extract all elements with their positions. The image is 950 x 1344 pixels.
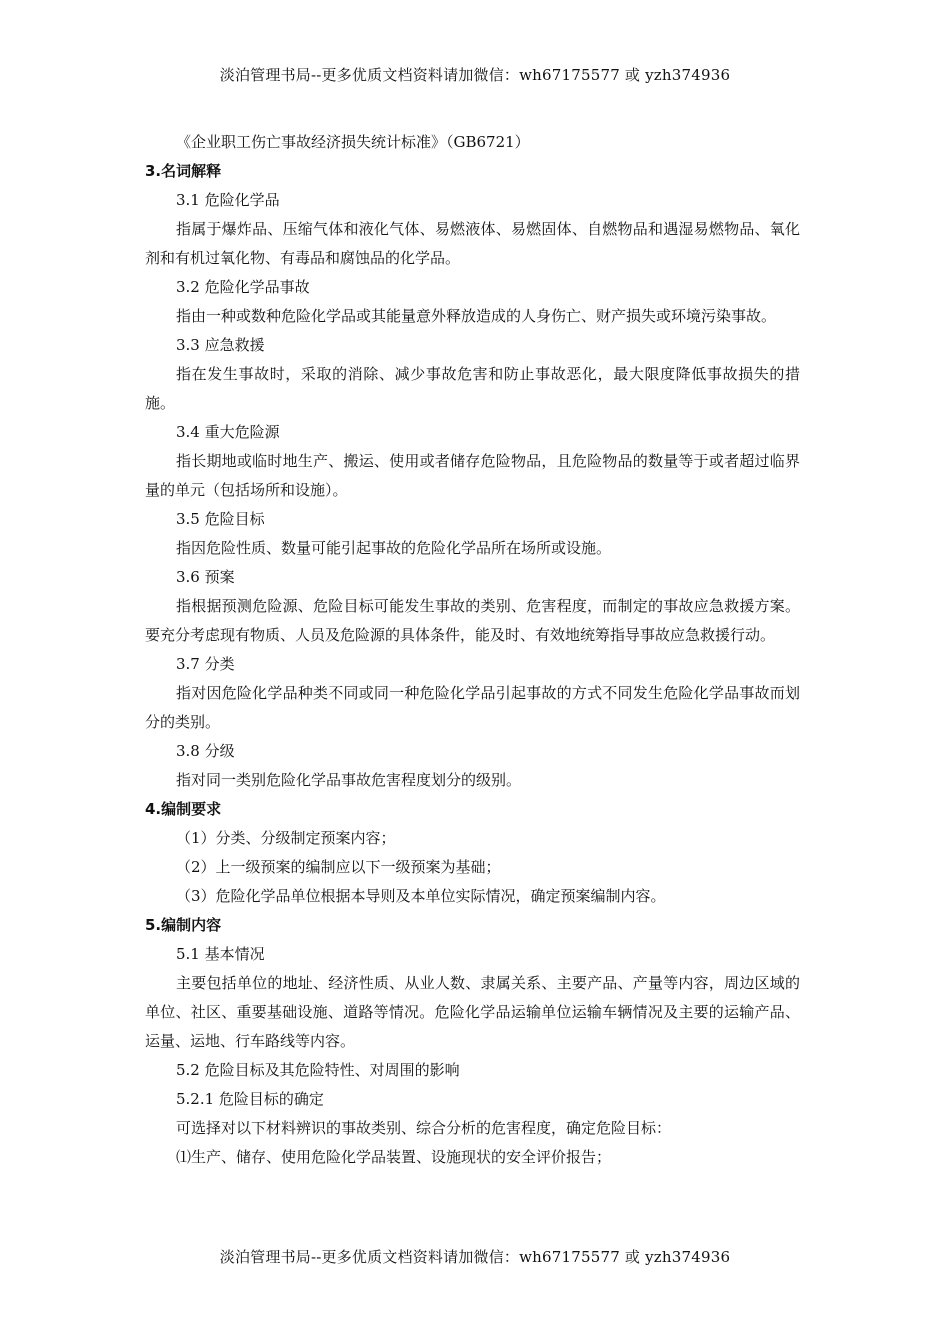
page-header: 淡泊管理书局--更多优质文档资料请加微信：wh67175577 或 yzh374936 bbox=[219, 66, 731, 84]
section-heading-3: 3.名词解释 bbox=[145, 162, 222, 180]
reference-standard: 《企业职工伤亡事故经济损失统计标准》（GB6721） bbox=[176, 133, 530, 151]
subsection-title: 3.3 应急救援 bbox=[176, 336, 265, 354]
requirement-item: （2）上一级预案的编制应以下一级预案为基础； bbox=[176, 858, 501, 876]
section-heading-4: 4.编制要求 bbox=[145, 800, 222, 818]
document-body bbox=[145, 128, 800, 1172]
subsection-title: 3.7 分类 bbox=[176, 655, 235, 673]
paragraph: 可选择对以下材料辨识的事故类别、综合分析的危害程度，确定危险目标： bbox=[176, 1119, 672, 1137]
subsection-title: 3.5 危险目标 bbox=[176, 510, 265, 528]
subsection-title: 3.8 分级 bbox=[176, 742, 235, 760]
page-footer: 淡泊管理书局--更多优质文档资料请加微信：wh67175577 或 yzh374936 bbox=[219, 1248, 731, 1266]
paragraph: 指因危险性质、数量可能引起事故的危险化学品所在场所或设施。 bbox=[176, 539, 612, 557]
subsection-title: 5.2 危险目标及其危险特性、对周围的影响 bbox=[176, 1061, 460, 1079]
requirement-item: （3）危险化学品单位根据本导则及本单位实际情况，确定预案编制内容。 bbox=[176, 887, 666, 905]
subsection-title: 3.2 危险化学品事故 bbox=[176, 278, 310, 296]
paragraph: 指对因危险化学品种类不同或同一种危险化学品引起事故的方式不同发生危险化学品事故而划分的类别。 bbox=[145, 684, 800, 731]
paragraph: 指长期地或临时地生产、搬运、使用或者储存危险物品，且危险物品的数量等于或者超过临界量的单元（包括场所和设施）。 bbox=[145, 452, 800, 499]
subsection-title: 3.4 重大危险源 bbox=[176, 423, 280, 441]
requirement-item: （1）分类、分级制定预案内容； bbox=[176, 829, 396, 847]
subsection-title: 5.2.1 危险目标的确定 bbox=[176, 1090, 324, 1108]
subsection-title: 5.1 基本情况 bbox=[176, 945, 265, 963]
section-heading-5: 5.编制内容 bbox=[145, 916, 222, 934]
paragraph: 主要包括单位的地址、经济性质、从业人数、隶属关系、主要产品、产量等内容，周边区域的单位、社区、重要基础设施、道路等情况。危险化学品运输单位运输车辆情况及主要的运输产品、运量、运地、行车路线等内容。 bbox=[145, 974, 800, 1050]
subsection-title: 3.1 危险化学品 bbox=[176, 191, 280, 209]
paragraph: 指根据预测危险源、危险目标可能发生事故的类别、危害程度，而制定的事故应急救援方案。要充分考虑现有物质、人员及危险源的具体条件，能及时、有效地统筹指导事故应急救援行动。 bbox=[145, 597, 800, 644]
subsection-title: 3.6 预案 bbox=[176, 568, 235, 586]
paragraph: 指属于爆炸品、压缩气体和液化气体、易燃液体、易燃固体、自燃物品和遇湿易燃物品、氧化剂和有机过氧化物、有毒品和腐蚀品的化学品。 bbox=[145, 220, 800, 267]
paragraph: 指在发生事故时，采取的消除、减少事故危害和防止事故恶化，最大限度降低事故损失的措施。 bbox=[145, 365, 800, 412]
list-item: ⑴生产、储存、使用危险化学品装置、设施现状的安全评价报告； bbox=[176, 1148, 612, 1166]
paragraph: 指对同一类别危险化学品事故危害程度划分的级别。 bbox=[176, 771, 522, 789]
paragraph: 指由一种或数种危险化学品或其能量意外释放造成的人身伤亡、财产损失或环境污染事故。 bbox=[176, 307, 777, 325]
